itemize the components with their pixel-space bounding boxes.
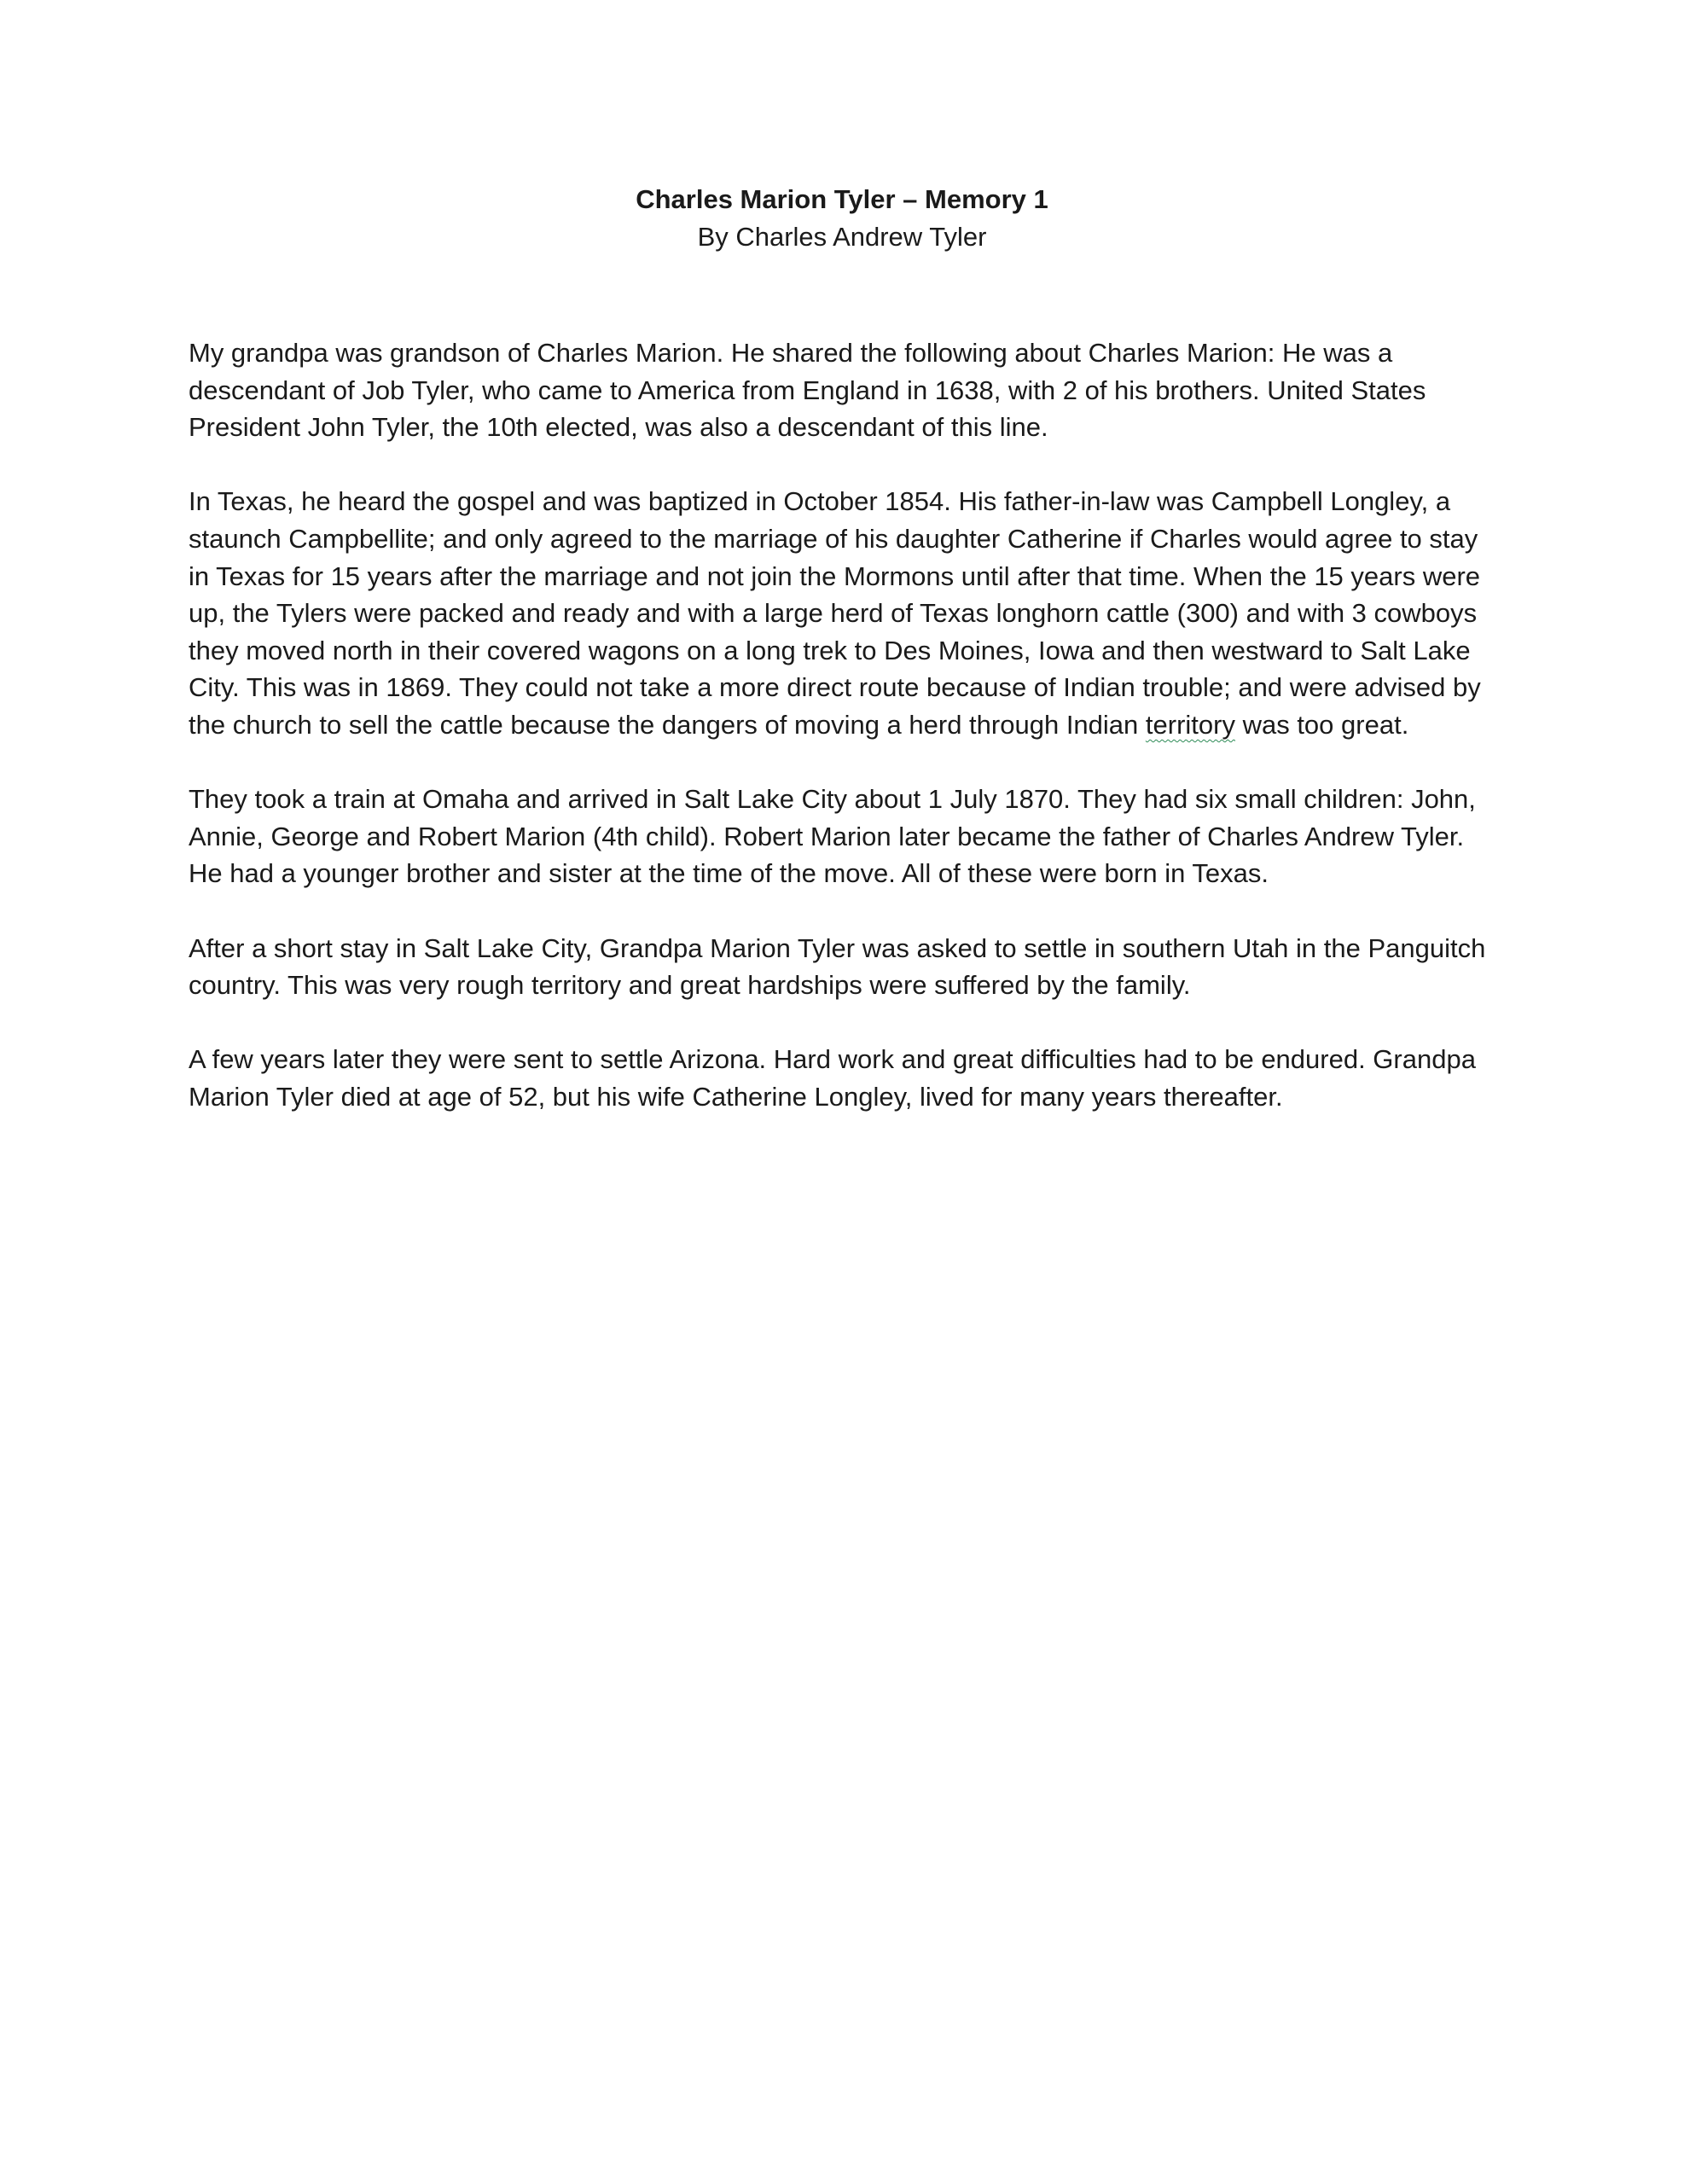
paragraph-ancestry: My grandpa was grandson of Charles Marion. He shared the following about Charles Marion: He was a descendant of Job Tyler, who came to America from England in 1638, with 2 of his brothers. United States President John Tyler, the 10th elected, was also a descendant of this line. xyxy=(189,338,1426,443)
paragraph-train-arrival: They took a train at Omaha and arrived in Salt Lake City about 1 July 1870. They had six small children: John, Annie, George and Robert Marion (4th child). Robert Marion later became the father of Charles Andrew Tyler. He had a younger brother and sister at the time of the move. All of these were born in Texas. xyxy=(189,784,1476,889)
spellcheck-flagged-word: territory xyxy=(1145,709,1235,740)
paragraph-texas-trek-text-end: was too great. xyxy=(1234,709,1409,740)
paragraph-texas-trek xyxy=(189,483,1502,743)
paragraph-texas-trek-text-start: In Texas, he heard the gospel and was baptized in October 1854. His father-in-law was Campbell Longley, a staunch Campbellite; and only agreed to the marriage of his daughter Catherine if Charles would agree to stay in Texas for 15 years after the marriage and not join the Mormons until after that time. When the 15 years were up, the Tylers were packed and ready and with a large herd of Texas longhorn cattle (300) and with 3 cowboys they moved north in their covered wagons on a long trek to Des Moines, Iowa and then westward to Salt Lake City. This was in 1869. They could not take a more direct route because of Indian trouble; and were advised by the church to sell the cattle because the dangers of moving a herd through Indian xyxy=(189,486,1481,740)
document-byline: By Charles Andrew Tyler xyxy=(697,222,987,252)
document-title: Charles Marion Tyler – Memory 1 xyxy=(636,184,1048,214)
document-body xyxy=(189,334,1502,1153)
paragraph-panguitch: After a short stay in Salt Lake City, Grandpa Marion Tyler was asked to settle in southern Utah in the Panguitch country. This was very rough territory and great hardships were suffered by the family. xyxy=(189,932,1486,1001)
document-header xyxy=(0,181,1684,256)
paragraph-arizona: A few years later they were sent to settle Arizona. Hard work and great difficulties had to be endured. Grandpa Marion Tyler died at age of 52, but his wife Catherine Longley, lived for many years thereafter. xyxy=(189,1044,1476,1112)
